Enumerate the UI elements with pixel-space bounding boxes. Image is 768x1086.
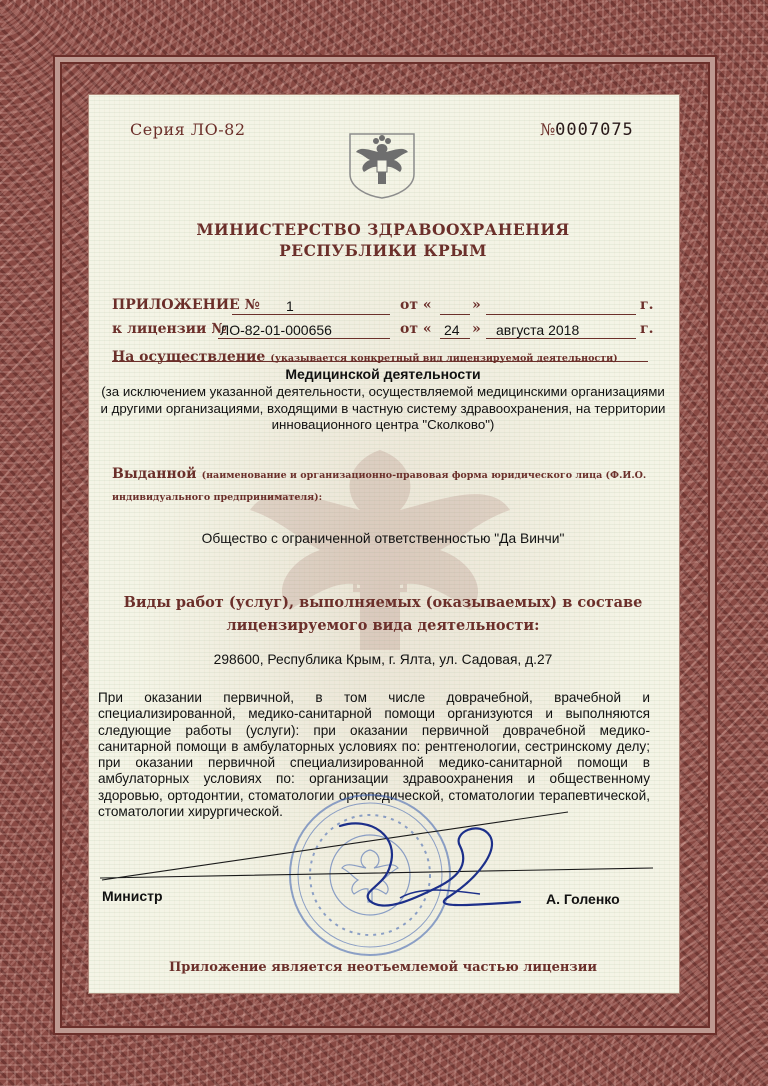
ministry-title-line2: РЕСПУБЛИКИ КРЫМ bbox=[279, 241, 487, 260]
number-sign: № bbox=[540, 120, 556, 139]
activity-description: (за исключением указанной деятельности, осуществляемой медицинскими организациями и другими организациями, входящими в частную систему здравоохранения, на территории инновационного центра "Сколково") bbox=[100, 384, 666, 432]
activity-label: На осуществление bbox=[112, 349, 266, 365]
license-label: к лицензии № bbox=[112, 321, 227, 337]
services-text: При оказании первичной, в том числе доврачебной, врачебной и специализированной, медико-санитарной помощи организуются и выполняются следующие работы (услуги): при оказании первичной доврачебной медико-санитарной помощи в амбулаторных условиях по: рентгенологии, сестринскому делу; при оказании первичной специализированной медико-санитарной помощи в амбулаторных условиях по: организации здравоохранения и общественному здоровью, ортодонтии, стоматологии ортопедической, стоматологии терапевтической, стоматологии хирургической. bbox=[98, 690, 650, 820]
series-label: Серия ЛО-82 bbox=[130, 120, 246, 139]
appendix-day-underline bbox=[440, 314, 470, 315]
license-date-from: от « bbox=[400, 321, 432, 337]
activity-label-row bbox=[112, 346, 618, 365]
signatory-position: Министр bbox=[102, 888, 163, 904]
organization-name: Общество с ограниченной ответственностью "Да Винчи" bbox=[201, 531, 565, 546]
issued-label: Выданной bbox=[112, 466, 197, 482]
license-number: ЛО-82-01-000656 bbox=[220, 322, 332, 338]
issued-label-row bbox=[112, 463, 662, 507]
appendix-date-quote: » bbox=[472, 297, 481, 313]
license-day-underline bbox=[440, 338, 470, 339]
appendix-label: ПРИЛОЖЕНИЕ № bbox=[112, 297, 260, 313]
works-label-line2: лицензируемого вида деятельности: bbox=[226, 617, 540, 634]
works-label-line1: Виды работ (услуг), выполняемых (оказываемых) в составе bbox=[123, 594, 643, 611]
address: 298600, Республика Крым, г. Ялта, ул. Садовая, д.27 bbox=[213, 652, 553, 667]
license-number-underline bbox=[218, 338, 390, 339]
footer-note: Приложение является неотъемлемой частью лицензии bbox=[169, 960, 597, 975]
appendix-month-underline bbox=[486, 314, 636, 315]
appendix-number-underline bbox=[232, 314, 390, 315]
license-month-underline bbox=[486, 338, 636, 339]
appendix-date-from: от « bbox=[400, 297, 432, 313]
license-month-year: августа 2018 bbox=[496, 322, 580, 338]
issued-note: (наименование и организационно-правовая форма юридического лица (Ф.И.О. индивидуального предпринимателя): bbox=[112, 470, 647, 503]
handwritten-signature-icon bbox=[330, 806, 530, 926]
activity-note: (указывается конкретный вид лицензируемой деятельности) bbox=[270, 353, 618, 364]
number-digits: 0007075 bbox=[555, 120, 634, 140]
appendix-year-mark: г. bbox=[640, 297, 654, 313]
activity-underline bbox=[112, 361, 648, 362]
appendix-number: 1 bbox=[286, 298, 294, 314]
license-day: 24 bbox=[444, 322, 460, 338]
signatory-name: А. Голенко bbox=[546, 891, 620, 907]
form-number bbox=[540, 120, 634, 140]
activity-title: Медицинской деятельности bbox=[285, 366, 481, 382]
ministry-title-line1: МИНИСТЕРСТВО ЗДРАВООХРАНЕНИЯ bbox=[196, 220, 570, 239]
license-year-mark: г. bbox=[640, 321, 654, 337]
eagle-watermark-icon bbox=[230, 420, 530, 680]
license-date-quote: » bbox=[472, 321, 481, 337]
coat-of-arms-icon bbox=[344, 130, 420, 200]
